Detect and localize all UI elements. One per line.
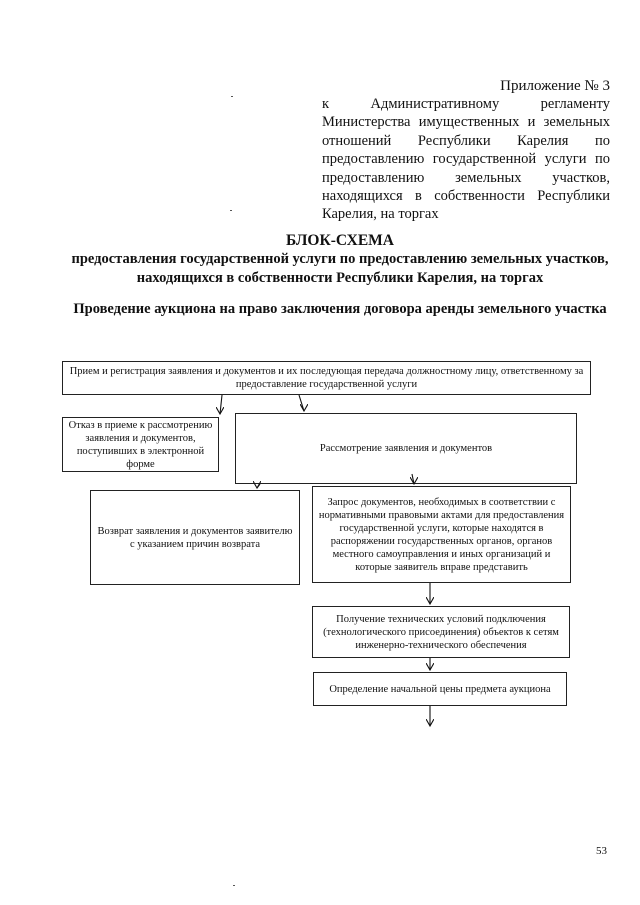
technical-conditions-text: Получение технических условий подключения (технологического присоединения) объектов к сетям инженерно-технического обеспечения (323, 613, 559, 651)
scan-speck (231, 96, 233, 97)
document-title: БЛОК-СХЕМА (285, 232, 394, 249)
arrow-reception-to-review (299, 395, 304, 411)
scan-speck (230, 210, 232, 211)
review-text: Рассмотрение заявления и документов (319, 443, 493, 454)
reception-text: Прием и регистрация заявления и документов и их последующая передача должностному лицу, ответственному за предоставление государственной услуги (69, 366, 584, 390)
appendix-body: к Административному регламенту Министерства имущественных и земельных отношений Республики Карелия по предоставлению государственной услуги по предоставлению земельных участков, находящихся в собственности Республики Карелия, на торгах (322, 96, 610, 223)
return-text: Возврат заявления и документов заявителю с указанием причин возврата (97, 525, 293, 550)
scan-speck (233, 885, 235, 886)
appendix-title: Приложение № 3 (500, 78, 610, 94)
section-title: Проведение аукциона на право заключения договора аренды земельного участка (73, 301, 607, 317)
page-number: 53 (596, 845, 607, 857)
arrow-review-to-return (257, 484, 260, 488)
refusal-text: Отказ в приеме к рассмотрению заявления и документов, поступивших в электронной форме (68, 419, 213, 470)
arrow-review-to-request (412, 474, 414, 484)
price-text: Определение начальной цены предмета аукциона (329, 683, 551, 695)
arrow-reception-to-refusal (220, 395, 222, 414)
request-text: Запрос документов, необходимых в соответствии с нормативными правовыми актами для предоставления государственной услуги, которые находятся в распоряжении государственных органов, органов местного самоуправления и иных организаций и которые заявитель вправе представить (318, 496, 565, 573)
document-subtitle: предоставления государственной услуги по предоставлению земельных участков, находящихся в собственности Республики Карелия, на торгах (71, 251, 609, 286)
